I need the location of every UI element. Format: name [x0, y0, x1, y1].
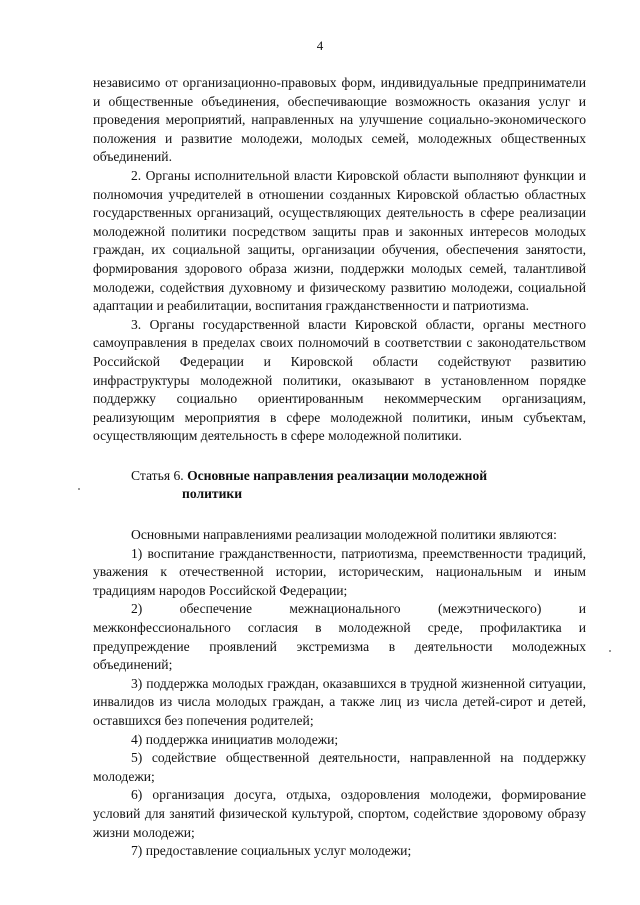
- list-item-4: 4) поддержка инициатив молодежи;: [131, 731, 339, 747]
- article-heading: [93, 467, 586, 504]
- list-item-3: 3) поддержка молодых граждан, оказавшихся в трудной жизненной ситуации, инвалидов из числа молодых граждан, а также лиц из числа детей-сирот и детей, оставшихся без попечения родителей;: [93, 675, 586, 728]
- paragraph-item-2: 2. Органы исполнительной власти Кировской области выполняют функции и полномочия учредителей в отношении созданных Кировской областью областных государственных организаций, осуществляющих деятельность в сфере реализации молодежной политики посредством защиты прав и законных интересов молодых граждан, их социальной защиты, организации обучения, обеспечения занятости, формирования здорового образа жизни, поддержки молодых семей, талантливой молодежи, содействия духовному и физическому развитию молодежи, социальной адаптации и реабилитации, воспитания гражданственности и патриотизма.: [93, 167, 586, 314]
- scan-speck: [78, 488, 80, 490]
- page-number: 4: [316, 38, 324, 53]
- document-body: [93, 74, 586, 861]
- paragraph-continuation: независимо от организационно-правовых форм, индивидуальные предприниматели и общественные объединения, обеспечивающие возможность оказания услуг и проведения мероприятий, направленных на улучшение социально-экономического положения и развитие молодежи, молодых семей, молодежных общественных объединений.: [93, 75, 586, 165]
- list-item-1: 1) воспитание гражданственности, патриотизма, преемственности традиций, уважения к отечественной истории, историческим, национальным и иным традициям народов Российской Федерации;: [93, 545, 586, 598]
- article-title-continuation: политики: [182, 486, 243, 502]
- list-item-6: 6) организация досуга, отдыха, оздоровления молодежи, формирование условий для занятий физической культурой, спортом, содействие здоровому образу жизни молодежи;: [93, 787, 586, 840]
- scan-speck: [609, 650, 611, 652]
- article-title: Основные направления реализации молодежной: [187, 467, 488, 483]
- list-item-5: 5) содействие общественной деятельности, направленной на поддержку молодежи;: [93, 750, 586, 784]
- list-item-2: 2) обеспечение межнационального (межэтнического) и межконфессионального согласия в молодежной среде, профилактика и предупреждение проявлений экстремизма в деятельности молодежных объединений;: [93, 601, 586, 673]
- list-item-7: 7) предоставление социальных услуг молодежи;: [131, 843, 412, 859]
- article-number: Статья 6.: [131, 467, 188, 483]
- paragraph-intro: Основными направлениями реализации молодежной политики являются:: [131, 527, 557, 543]
- paragraph-item-3: 3. Органы государственной власти Кировской области, органы местного самоуправления в пределах своих полномочий в соответствии с законодательством Российской Федерации и Кировской области содействуют развитию инфраструктуры молодежной политики, оказывают в установленном порядке поддержку социально ориентированным некоммерческим организациям, реализующим мероприятия в сфере молодежной политики, иным субъектам, осуществляющим деятельность в сфере молодежной политики.: [93, 316, 586, 444]
